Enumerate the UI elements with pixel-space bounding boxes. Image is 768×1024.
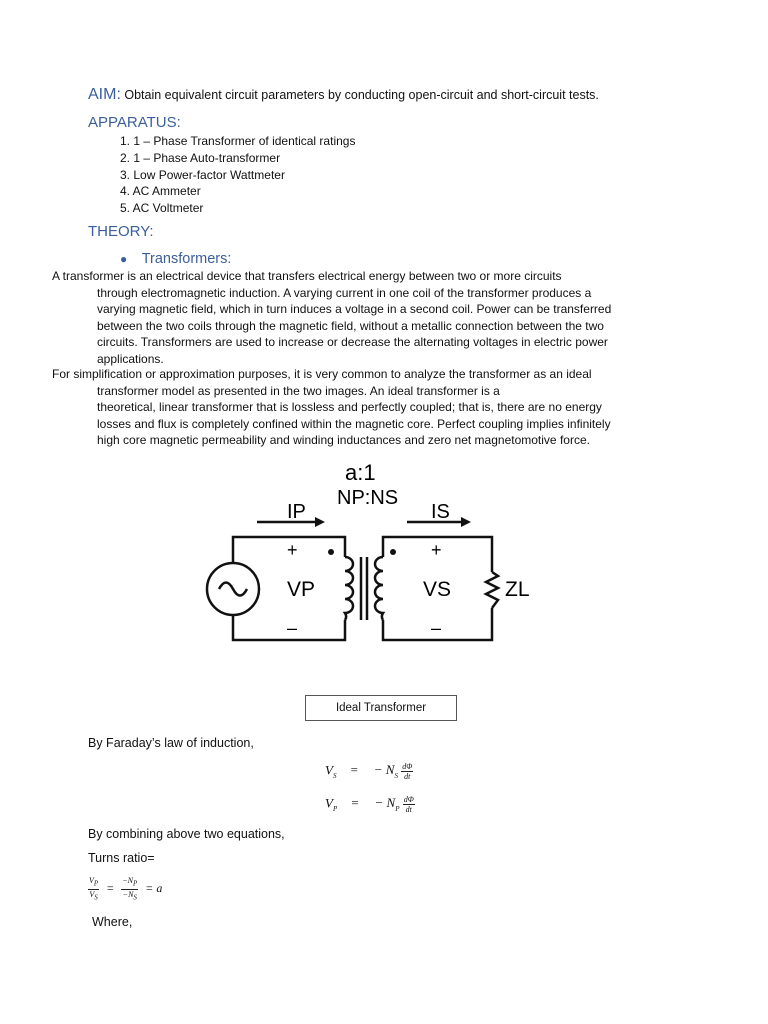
eq-result: = a bbox=[145, 880, 163, 895]
sine-wave-icon bbox=[219, 583, 247, 596]
equation-vp: $V_P$ = − $N_P$ $\frac{d\Phi}{dt}$ bbox=[325, 795, 414, 814]
apparatus-list bbox=[120, 133, 355, 217]
paragraph-line: A transformer is an electrical device that transfers electrical energy between two or more circuits bbox=[52, 269, 562, 283]
eq-term: V bbox=[89, 889, 95, 899]
ideal-transformer-diagram bbox=[195, 452, 535, 652]
secondary-polarity-dot bbox=[390, 549, 396, 555]
equation-vs: $V_S$ = − $N_S$ $\frac{d\Phi}{dt}$ bbox=[325, 762, 413, 781]
theory-paragraph-1 bbox=[52, 268, 611, 368]
turns-ratio-label: Turns ratio= bbox=[88, 851, 155, 865]
paragraph-line: circuits. Transformers are used to increase or decrease the alternating voltages in electric power bbox=[97, 335, 608, 350]
paragraph-line: For simplification or approximation purposes, it is very common to analyze the transformer as an ideal bbox=[52, 367, 592, 381]
eq-subscript: P bbox=[395, 805, 400, 814]
figure-caption: Ideal Transformer bbox=[305, 695, 457, 721]
list-item: 2. 1 – Phase Auto-transformer bbox=[120, 150, 281, 165]
eq-subscript: P bbox=[93, 879, 99, 888]
list-item: 4. AC Ammeter bbox=[120, 184, 201, 199]
ratio-label: a:1 bbox=[345, 460, 376, 485]
turns-ratio-equation: $\frac{V_P}{V_S}$ = $\frac{-N_P}{-N_S}$ = a bbox=[89, 876, 163, 902]
eq-term: V bbox=[89, 876, 94, 885]
eq-subscript: S bbox=[133, 893, 137, 902]
eq-term: − N bbox=[374, 795, 396, 811]
secondary-minus: – bbox=[431, 618, 442, 638]
eq-term: − N bbox=[373, 762, 395, 778]
eq-denominator: dt bbox=[404, 772, 411, 781]
transformers-subheading bbox=[120, 250, 231, 268]
bullet-icon: ● bbox=[120, 252, 128, 266]
list-item: 1. 1 – Phase Transformer of identical ratings bbox=[120, 134, 356, 148]
eq-term: V bbox=[325, 762, 333, 778]
eq-denominator: dt bbox=[405, 805, 412, 814]
eq-subscript: S bbox=[394, 772, 398, 781]
theory-paragraph-2 bbox=[52, 366, 611, 449]
primary-minus: – bbox=[287, 618, 298, 638]
paragraph-line: high core magnetic permeability and winding inductances and zero net magnetomotive force. bbox=[97, 433, 590, 448]
paragraph-line: theoretical, linear transformer that is lossless and perfectly coupled; that is, there are no energy bbox=[97, 400, 602, 415]
paragraph-line: between the two coils through the magnetic field, without a metallic connection between the two bbox=[97, 318, 604, 333]
secondary-plus: + bbox=[431, 540, 442, 560]
aim-line bbox=[88, 86, 599, 104]
faraday-intro: By Faraday’s law of induction, bbox=[88, 736, 254, 750]
primary-current-label: IP bbox=[287, 501, 306, 523]
load-label: ZL bbox=[505, 578, 530, 601]
turns-label: NP:NS bbox=[337, 487, 399, 509]
eq-subscript: S bbox=[94, 893, 98, 902]
secondary-arrowhead bbox=[461, 517, 471, 527]
primary-voltage-label: VP bbox=[287, 578, 316, 601]
primary-coil bbox=[345, 557, 353, 620]
eq-term: −N bbox=[122, 889, 134, 899]
theory-heading: THEORY: bbox=[88, 223, 154, 240]
eq-subscript: S bbox=[332, 772, 337, 781]
primary-plus: + bbox=[287, 540, 298, 560]
eq-numerator: dΦ bbox=[403, 795, 414, 804]
eq-fraction bbox=[88, 876, 99, 902]
secondary-coil bbox=[375, 557, 383, 620]
eq-subscript: P bbox=[332, 805, 338, 814]
paragraph-line: varying magnetic field, which in turn induces a voltage in a second coil. Power can be transferred bbox=[97, 302, 612, 317]
paragraph-line: applications. bbox=[97, 351, 164, 366]
aim-label: AIM: bbox=[88, 86, 121, 103]
eq-numerator: dΦ bbox=[402, 762, 413, 771]
list-item: 3. Low Power-factor Wattmeter bbox=[120, 167, 285, 182]
aim-text: Obtain equivalent circuit parameters by conducting open-circuit and short-circuit tests. bbox=[124, 88, 599, 102]
paragraph-line: losses and flux is completely confined within the magnetic core. Perfect coupling implies infinitely bbox=[97, 416, 611, 431]
apparatus-heading: APPARATUS: bbox=[88, 114, 181, 131]
primary-arrowhead bbox=[315, 517, 325, 527]
primary-polarity-dot bbox=[328, 549, 334, 555]
eq-subscript: P bbox=[133, 879, 138, 888]
load-resistor-icon bbox=[486, 572, 498, 608]
eq-fraction bbox=[121, 876, 138, 902]
eq-fraction bbox=[401, 762, 413, 781]
paragraph-line: through electromagnetic induction. A varying current in one coil of the transformer produces a bbox=[97, 285, 592, 300]
combine-text: By combining above two equations, bbox=[88, 827, 285, 841]
list-item: 5. AC Voltmeter bbox=[120, 201, 204, 216]
eq-fraction bbox=[403, 795, 415, 814]
where-text: Where, bbox=[92, 915, 133, 929]
eq-term: V bbox=[325, 795, 333, 811]
eq-term: −N bbox=[122, 876, 134, 885]
subheading-text: Transformers: bbox=[141, 251, 232, 267]
secondary-current-label: IS bbox=[431, 501, 450, 523]
secondary-voltage-label: VS bbox=[423, 578, 452, 601]
paragraph-line: transformer model as presented in the two images. An ideal transformer is a bbox=[97, 383, 500, 398]
